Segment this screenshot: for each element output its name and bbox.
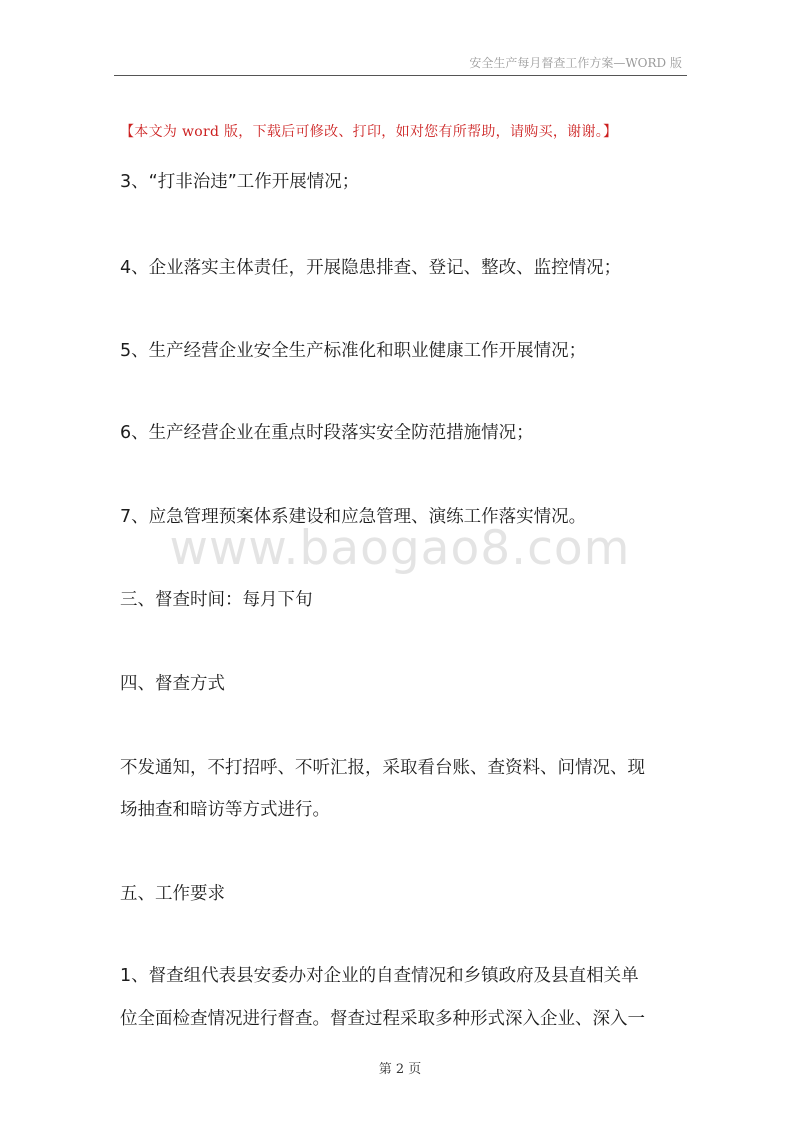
requirement-paragraph-line-1: 1、督查组代表县安委办对企业的自查情况和乡镇政府及县直相关单: [120, 966, 639, 986]
paragraph-item-5: 5、生产经营企业安全生产标准化和职业健康工作开展情况；: [120, 341, 587, 361]
section-heading-inspection-time: 三、督查时间：每月下旬: [120, 590, 313, 610]
requirement-paragraph-line-2: 位全面检查情况进行督查。督查过程采取多种形式深入企业、深入一: [120, 1009, 645, 1029]
section-heading-inspection-method: 四、督查方式: [120, 674, 225, 694]
paragraph-item-6: 6、生产经营企业在重点时段落实安全防范措施情况；: [120, 423, 534, 443]
paragraph-item-7: 7、应急管理预案体系建设和应急管理、演练工作落实情况。: [120, 507, 587, 527]
download-notice: 【本文为 word 版，下载后可修改、打印，如对您有所帮助，请购买，谢谢。】: [120, 124, 618, 140]
watermark-text: www.baogao8.com: [169, 521, 631, 576]
paragraph-item-3: 3、“打非治违”工作开展情况；: [120, 172, 360, 192]
paragraph-item-4: 4、企业落实主体责任，开展隐患排查、登记、整改、监控情况；: [120, 258, 622, 278]
section-heading-work-requirements: 五、工作要求: [120, 884, 225, 904]
method-paragraph-line-1: 不发通知，不打招呼、不听汇报，采取看台账、查资料、问情况、现: [120, 758, 645, 778]
page-number: 第 2 页: [378, 1062, 422, 1077]
method-paragraph-line-2: 场抽查和暗访等方式进行。: [120, 800, 330, 820]
header-title: 安全生产每月督查工作方案—WORD 版: [469, 56, 682, 70]
header-rule: [114, 75, 687, 76]
